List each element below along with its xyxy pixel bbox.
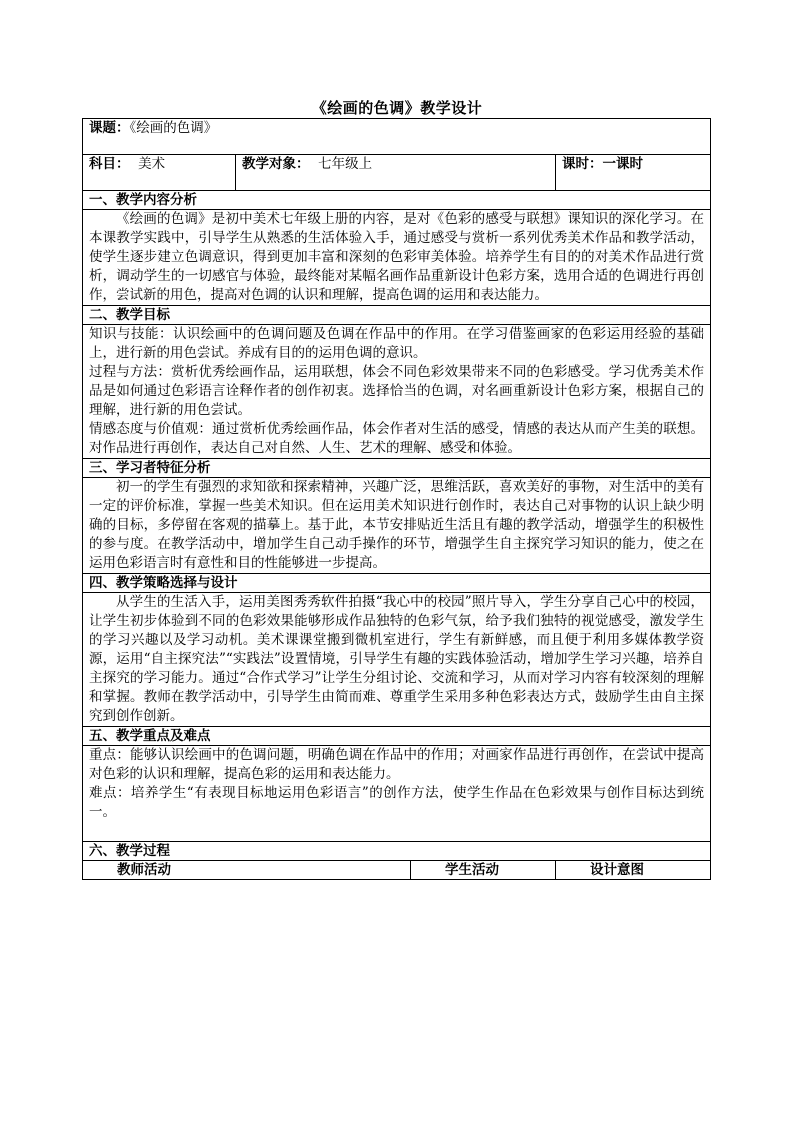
audience-value: 七年级上 — [318, 156, 373, 172]
section-1-heading: 一、教学内容分析 — [83, 191, 711, 210]
section-3-heading-row — [83, 459, 711, 478]
course-label: 课题： — [89, 120, 130, 136]
section-2-heading-row — [83, 306, 711, 325]
section-5-heading-row — [83, 727, 711, 746]
difficult-point: 难点：培养学生“有表现目标地运用色彩语言”的创作方法，使学生作品在色彩效果与创作目标达到统一。 — [89, 785, 705, 820]
audience-cell — [236, 155, 556, 191]
course-row — [83, 119, 711, 155]
section-3-body-row — [83, 478, 711, 574]
course-cell — [83, 119, 711, 155]
subject-value: 美术 — [138, 156, 166, 172]
hours-cell: 课时：一课时 — [556, 155, 711, 191]
objective-process: 过程与方法：赏析优秀绘画作品，运用联想，体会不同色彩效果带来不同的色彩感受。学习优秀美术作品是如何通过色彩语言诠释作者的创作初衷。选择恰当的色调，对名画重新设计色彩方案，根据自己的理解，进行新的用色尝试。 — [89, 364, 705, 418]
student-activity-header: 学生活动 — [411, 861, 556, 880]
section-1-heading-row — [83, 191, 711, 210]
design-intent-header: 设计意图 — [556, 861, 711, 880]
section-4-heading-row — [83, 574, 711, 593]
section-2-body-row — [83, 325, 711, 459]
section-4-body-row — [83, 593, 711, 727]
page-title: 《绘画的色调》教学设计 — [311, 99, 483, 117]
section-1-body-row — [83, 210, 711, 306]
section-2-heading: 二、教学目标 — [83, 306, 711, 325]
subject-cell — [83, 155, 236, 191]
lesson-plan-table — [82, 118, 711, 880]
section-6-heading-row — [83, 842, 711, 861]
objective-knowledge: 知识与技能：认识绘画中的色调问题及色调在作品中的作用。在学习借鉴画家的色彩运用经验的基础上，进行新的用色尝试。养成有目的的运用色调的意识。 — [89, 326, 705, 361]
section-6-heading: 六、教学过程 — [83, 842, 711, 861]
meta-row — [83, 155, 711, 191]
course-value: 《绘画的色调》 — [129, 120, 218, 136]
section-5-body-row — [83, 746, 711, 842]
blank-space — [89, 822, 704, 841]
section-4-heading: 四、教学策略选择与设计 — [83, 574, 711, 593]
section-1-body: 《绘画的色调》是初中美术七年级上册的内容，是对《色彩的感受与联想》课知识的深化学习。在本课教学实践中，引导学生从熟悉的生活体验入手，通过感受与赏析一系列优秀美术作品和教学活动，使学生逐步建立色调意识，得到更加丰富和深刻的色彩审美体验。培养学生有目的的对美术作品进行赏析，调动学生的一切感官与体验，最终能对某幅名画作品重新设计色彩方案，选用合适的色调进行再创作，尝试新的用色，提高对色调的认识和理解，提高色调的运用和表达能力。 — [89, 211, 705, 303]
audience-label: 教学对象： — [242, 156, 310, 172]
section-4-body: 从学生的生活入手，运用美图秀秀软件拍摄“我心中的校园”照片导入，学生分享自己心中的校园，让学生初步体验到不同的色彩效果能够形成作品独特的色彩气氛，给予我们独特的视觉感受，激发学生的学习兴趣以及学习动机。美术课课堂搬到微机室进行，学生有新鲜感，而且便于利用多媒体教学资源，运用“自主探究法”“实践法”设置情境，引导学生有趣的实践体验活动，增加学生学习兴趣，培养自主探究的学习能力。通过“合作式学习”让学生分组讨论、交流和学习，从而对学习内容有较深刻的理解和掌握。教师在教学活动中，引导学生由简而难、尊重学生采用多种色彩表达方式，鼓励学生由自主探究到创作创新。 — [89, 594, 705, 724]
section-3-heading: 三、学习者特征分析 — [83, 459, 711, 478]
objective-attitude: 情感态度与价值观：通过赏析优秀绘画作品，体会作者对生活的感受，情感的表达从而产生美的联想。对作品进行再创作，表达自己对自然、人生、艺术的理解、感受和体验。 — [89, 421, 705, 456]
subject-label: 科目： — [89, 156, 130, 172]
process-columns-row — [83, 861, 711, 880]
teacher-activity-header: 教师活动 — [83, 861, 411, 880]
key-point: 重点：能够认识绘画中的色调问题，明确色调在作品中的作用；对画家作品进行再创作，在尝试中提高对色彩的认识和理解，提高色彩的运用和表达能力。 — [89, 747, 705, 782]
section-3-body: 初一的学生有强烈的求知欲和探索精神，兴趣广泛，思维活跃，喜欢美好的事物，对生活中的美有一定的评价标准，掌握一些美术知识。但在运用美术知识进行创作时，表达自己对事物的认识上缺少明确的目标，多停留在客观的描摹上。基于此，本节安排贴近生活且有趣的教学活动，增强学生的积极性的参与度。在教学活动中，增加学生自己动手操作的环节，增强学生自主探究学习知识的能力，使之在运用色彩语言时有意性和目的性能够进一步提高。 — [89, 479, 705, 571]
section-5-heading: 五、教学重点及难点 — [83, 727, 711, 746]
